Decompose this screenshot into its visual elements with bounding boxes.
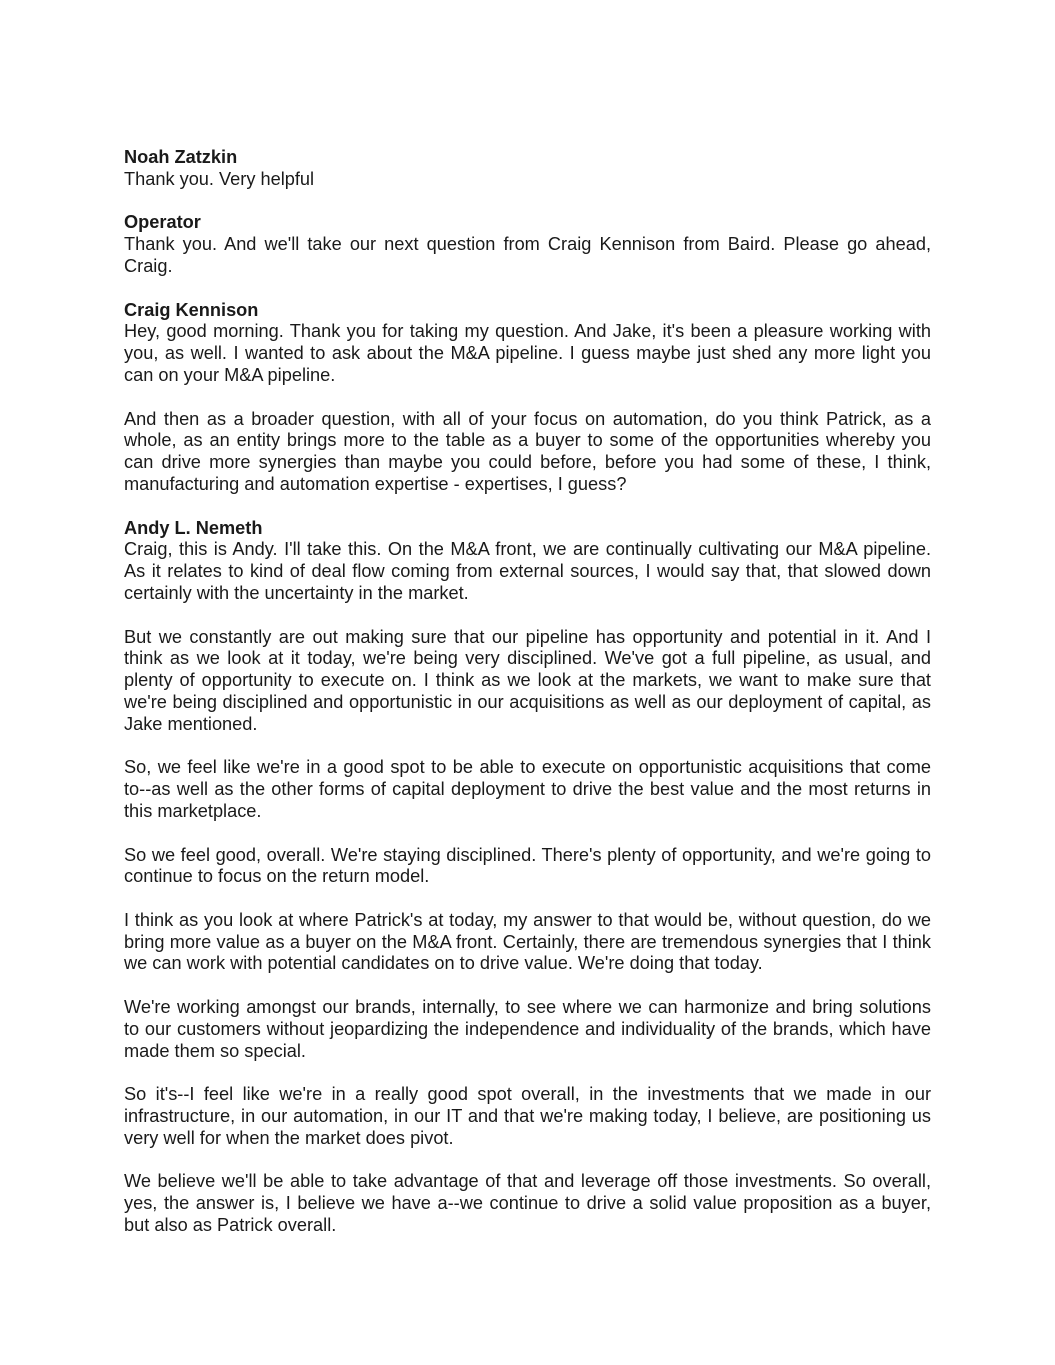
speaker-name: Craig Kennison (124, 299, 259, 320)
speech-paragraph: So it's--I feel like we're in a really good spot overall, in the investments that we made in our infrastructure, in our automation, in our IT and that we're making today, I believe, are positioning us very well for when the market does pivot. (124, 1084, 931, 1148)
speech-paragraph: So, we feel like we're in a good spot to be able to execute on opportunistic acquisitions that come to--as well as the other forms of capital deployment to drive the best value and the most returns in this marketplace. (124, 757, 931, 821)
speech-paragraph: But we constantly are out making sure that our pipeline has opportunity and potential in it. And I think as we look at it today, we're being very disciplined. We've got a full pipeline, as usual, and plenty of opportunity to execute on. I think as we look at the markets, we want to make sure that we're being disciplined and opportunistic in our acquisitions as well as our deployment of capital, as Jake mentioned. (124, 626, 931, 734)
speaker-name: Andy L. Nemeth (124, 517, 263, 538)
speech-paragraph: Thank you. And we'll take our next question from Craig Kennison from Baird. Please go ahead, Craig. (124, 234, 931, 276)
speech-paragraph: I think as you look at where Patrick's at today, my answer to that would be, without question, do we bring more value as a buyer on the M&A front. Certainly, there are tremendous synergies that I think we can work with potential candidates on to drive value. We're doing that today. (124, 909, 931, 974)
speech-paragraph: And then as a broader question, with all of your focus on automation, do you think Patrick, as a whole, as an entity brings more to the table as a buyer to some of the opportunities whereby you can drive more synergies than maybe you could before, before you had some of these, I think, manufacturing and automation expertise - expertises, I guess? (124, 408, 931, 494)
speech-paragraph: Craig, this is Andy. I'll take this. On the M&A front, we are continually cultivating our M&A pipeline. As it relates to kind of deal flow coming from external sources, I would say that, that slowed down certainly with the uncertainty in the market. (124, 539, 931, 603)
speaker-block-andy-nemeth (124, 518, 931, 1237)
speaker-block-noah-zatzkin (124, 147, 931, 191)
speech-paragraph: We believe we'll be able to take advantage of that and leverage off those investments. So overall, yes, the answer is, I believe we have a--we continue to drive a solid value proposition as a buyer, but also as Patrick overall. (124, 1171, 931, 1236)
speech-paragraph: Hey, good morning. Thank you for taking my question. And Jake, it's been a pleasure working with you, as well. I wanted to ask about the M&A pipeline. I guess maybe just shed any more light you can on your M&A pipeline. (124, 321, 931, 385)
speech-paragraph: We're working amongst our brands, internally, to see where we can harmonize and bring solutions to our customers without jeopardizing the independence and individuality of the brands, which have made them so special. (124, 997, 931, 1061)
speech-paragraph: Thank you. Very helpful (124, 168, 315, 189)
transcript-page (124, 147, 931, 1259)
speaker-name: Operator (124, 212, 201, 233)
speaker-block-craig-kennison (124, 300, 931, 496)
speech-paragraph: So we feel good, overall. We're staying disciplined. There's plenty of opportunity, and we're going to continue to focus on the return model. (124, 844, 931, 887)
speaker-name: Noah Zatzkin (124, 147, 238, 167)
speaker-block-operator (124, 212, 931, 277)
